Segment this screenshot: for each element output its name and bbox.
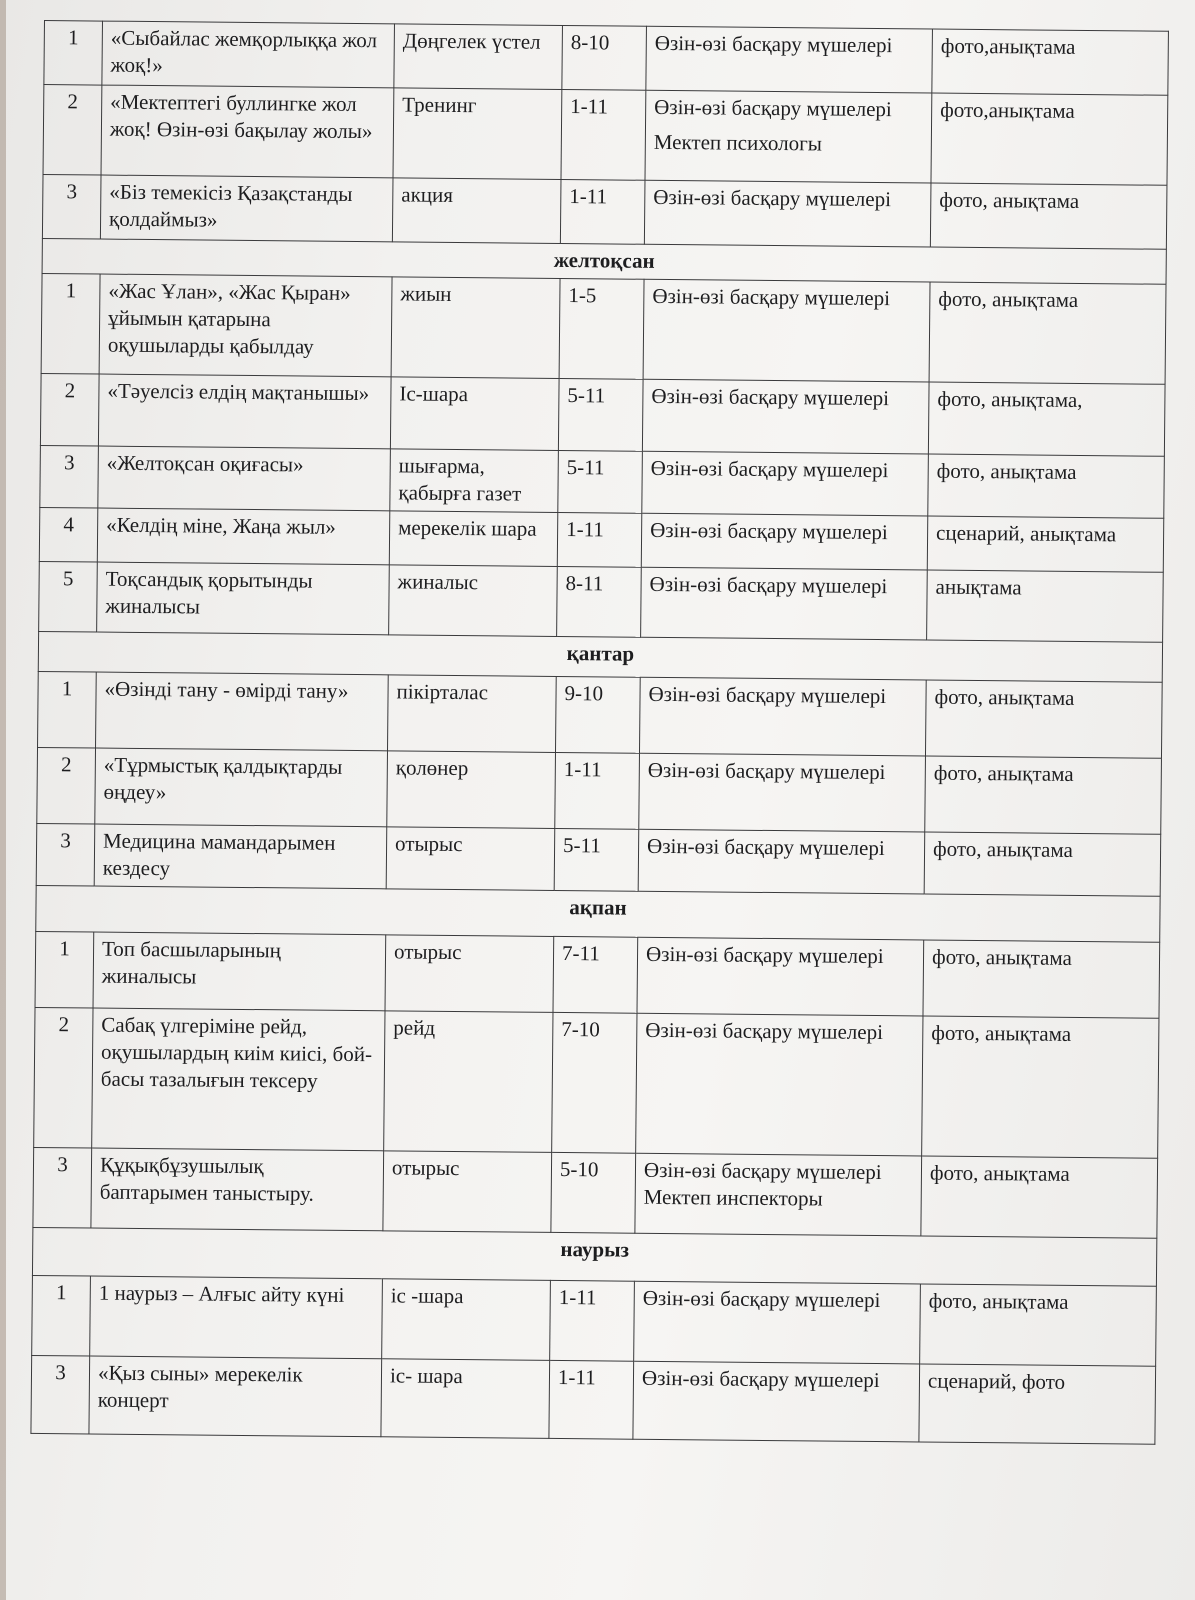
responsible: Өзін-өзі басқару мүшелері [636,1013,923,1156]
report-type: фото,анықтама [931,93,1168,185]
report-type: сценарий, фото [919,1364,1156,1444]
grade-range: 7-10 [552,1012,637,1153]
grade-range: 7-11 [553,936,638,1013]
row-number: 3 [42,174,101,239]
row-number: 1 [41,273,100,374]
responsible: Өзін-өзі басқару мүшелері [633,1361,920,1442]
event-name: «Біз темекісіз Қазақстанды қолдаймыз» [100,175,393,242]
table-row [38,671,1163,758]
report-type: фото,анықтама [932,29,1169,95]
event-name: Тоқсандық қорытынды жиналысы [97,562,390,635]
events-plan-table [30,20,1169,1445]
event-name: Сабақ үлгеріміне рейд, оқушылардың киім киісі, бой-басы тазалығын тексеру [92,1008,385,1151]
table-row [44,21,1169,96]
event-form: отырыс [385,935,554,1013]
grade-range: 1-11 [555,752,640,829]
responsible: Өзін-өзі басқару мүшелері [637,937,924,1016]
event-form: акция [392,178,561,244]
responsible-secondary: Мектеп инспекторы [643,1184,823,1211]
event-form: іс- шара [381,1359,550,1439]
table-row [35,931,1160,1018]
row-number: 2 [37,747,96,824]
event-name: «Желтоқсан оқиғасы» [98,446,391,511]
table-row [31,1355,1156,1444]
table-row [34,1007,1159,1158]
row-number: 3 [31,1355,90,1434]
event-form: Тренинг [393,88,562,180]
table-row [36,823,1161,896]
report-type: анықтама [927,570,1164,642]
event-form: мерекелік шара [389,511,558,567]
table-row [39,561,1164,642]
event-form: Іс-шара [390,377,559,451]
event-name: Медицина мамандарымен кездесу [94,824,387,889]
month-title: желтоқсан [42,238,1166,284]
event-name: 1 наурыз – Алғыс айту күні [90,1276,383,1359]
responsible: Өзін-өзі басқару мүшелері [639,753,926,832]
report-type: фото, анықтама [920,1284,1157,1366]
report-type: фото, анықтама, [928,382,1165,456]
table-row [32,1275,1157,1366]
row-number: 4 [39,507,98,562]
responsible: Өзін-өзі басқару мүшелері [642,379,929,454]
grade-range: 5-10 [551,1152,636,1233]
event-form: шығарма, қабырға газет [390,449,559,513]
row-number: 2 [43,85,102,176]
responsible-cell [645,90,932,183]
responsible: Өзін-өзі басқару мүшелері [638,829,925,894]
grade-range: 1-11 [557,512,642,567]
grade-range: 5-11 [554,828,639,891]
row-number: 1 [44,21,103,86]
event-form: отырыс [383,1151,552,1233]
responsible: Өзін-өзі басқару мүшелері [654,94,892,122]
event-name: «Тұрмыстық қалдықтарды өңдеу» [95,748,388,827]
grade-range: 1-11 [560,179,645,244]
table-row [41,273,1166,384]
event-name: «Мектептегі буллингке жол жоқ! Өзін-өзі бақылау жолы» [101,85,394,178]
table-row [33,1147,1158,1238]
report-type: фото, анықтама [928,454,1165,518]
event-form: іс -шара [382,1279,551,1361]
event-name: «Сыбайлас жемқорлыққа жол жоқ!» [102,21,395,88]
report-type: фото, анықтама [930,183,1167,249]
grade-range: 9-10 [555,676,640,753]
event-form: Дөңгелек үстел [394,24,563,90]
responsible: Өзін-өзі басқару мүшелері [641,513,928,570]
event-form: пікірталас [388,675,557,753]
responsible-secondary: Мектеп психологы [653,129,823,156]
grade-range: 1-11 [549,1360,634,1439]
event-name: «Тәуелсіз елдің мақтанышы» [98,374,391,449]
event-name: Топ басшыларының жиналысы [93,932,386,1011]
row-number: 1 [32,1275,91,1356]
event-name: Құқықбұзушылық баптарымен таныстыру. [91,1148,384,1231]
report-type: сценарий, анықтама [927,516,1164,572]
event-name: «Келдің міне, Жаңа жыл» [97,508,390,565]
responsible: Өзін-өзі басқару мүшелері [639,677,926,756]
event-name: «Қыз сыны» мерекелік концерт [89,1356,382,1437]
row-number: 2 [40,373,99,446]
report-type: фото, анықтама [925,680,1162,758]
report-type: фото, анықтама [922,1016,1159,1158]
table-row [43,85,1168,186]
responsible: Өзін-өзі басқару мүшелері [642,451,929,516]
row-number: 2 [34,1007,93,1148]
report-type: фото, анықтама [925,756,1162,834]
row-number: 3 [33,1147,92,1228]
grade-range: 1-5 [559,278,644,379]
month-title: қантар [38,631,1162,682]
event-form: жиналыс [389,565,558,637]
grade-range: 5-11 [558,378,643,451]
responsible-cell [635,1153,922,1236]
grade-range: 8-10 [562,25,647,90]
responsible: Өзін-өзі басқару мүшелері [641,567,928,640]
event-form: қолөнер [387,751,556,829]
event-name: «Өзінді тану - өмірді тану» [96,672,389,751]
table-row [40,373,1165,456]
month-title: наурыз [32,1227,1156,1286]
table-row [40,445,1165,518]
report-type: фото, анықтама [929,282,1166,384]
responsible: Өзін-өзі басқару мүшелері [644,180,931,247]
responsible: Өзін-өзі басқару мүшелері [646,26,933,93]
month-title: ақпан [36,885,1160,942]
table-row [42,174,1167,249]
row-number: 5 [39,561,98,632]
table-row [37,747,1162,834]
event-form: отырыс [386,827,555,891]
report-type: фото, анықтама [921,1156,1158,1238]
grade-range: 8-11 [557,566,642,637]
grade-range: 5-11 [558,450,643,513]
responsible: Өзін-өзі басқару мүшелері [634,1281,921,1364]
event-form: рейд [384,1011,553,1153]
grade-range: 1-11 [550,1280,635,1361]
event-name: «Жас Ұлан», «Жас Қыран» ұйымын қатарына оқушыларды қабылдау [99,274,392,377]
row-number: 3 [36,823,95,886]
grade-range: 1-11 [561,89,646,180]
row-number: 3 [40,445,99,508]
responsible: Өзін-өзі басқару мүшелері [643,1157,882,1185]
row-number: 1 [38,671,97,748]
event-form: жиын [391,277,560,379]
responsible: Өзін-өзі басқару мүшелері [643,279,930,382]
report-type: фото, анықтама [923,940,1160,1018]
report-type: фото, анықтама [924,832,1161,896]
row-number: 1 [35,931,94,1008]
